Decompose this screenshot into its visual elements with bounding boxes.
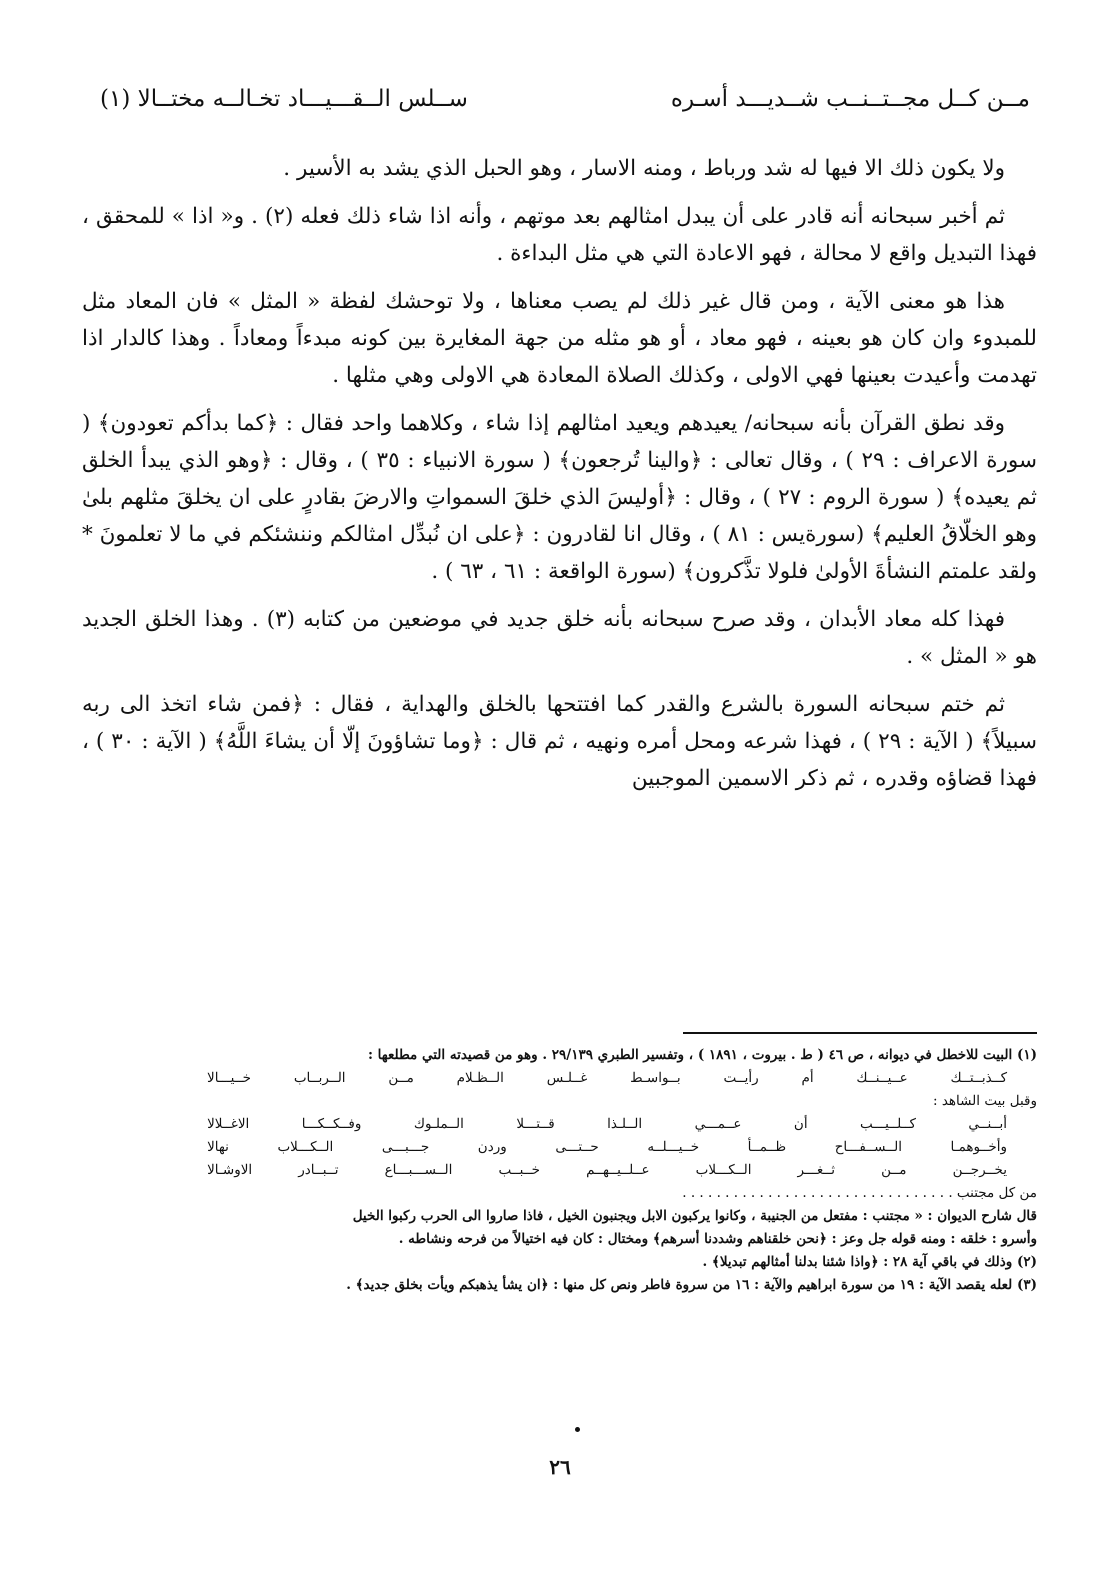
poem-word: الــربــاب [293,1070,346,1086]
poem-word: خــبــب [498,1162,540,1178]
poem-word: أن [793,1116,808,1132]
poem-word: الاغــلالا [207,1116,250,1132]
poem-word: ثــغـــر [797,1162,836,1178]
poem-word: وأخــوهمـا [950,1139,1007,1155]
poem-line-4 [82,1159,1037,1182]
main-text [82,150,1037,808]
poem-word: وردن [477,1139,507,1155]
poem-word: عــيــنــك [856,1070,908,1086]
poem-line-2 [82,1113,1037,1136]
poem-word: أبــنــي [968,1116,1007,1132]
poem-verse [100,86,1030,112]
poem-word: الاوشـالا [207,1162,253,1178]
poem-word: ظــمــأ [747,1139,787,1155]
paragraph-5: فهذا كله معاد الأبدان ، وقد صرح سبحانه بأنه خلق جديد في موضعين من كتابه (٣) . وهذا الخلق الجديد هو « المثل » . [82,607,1037,669]
poem-word: الــكـــلاب [695,1162,752,1178]
poem-word: قــتـــلا [516,1116,555,1132]
poem-line-1 [82,1067,1037,1090]
poem-word: عــمـــي [694,1116,742,1132]
poem-word: عــلــيــهــم [586,1162,650,1178]
poem-word: الــملـوك [413,1116,464,1132]
before-verse-label: وقبل بيت الشاهد : [932,1093,1037,1109]
paragraph-6: ثم ختم سبحانه السورة بالشرع والقدر كما افتتحها بالخلق والهداية ، فقال : ﴿فمن شاء اتخذ الى ربه سبيلاً﴾ ( الآية : ٢٩ ) ، فهذا شرعه ومحل أمره ونهيه ، ثم قال : ﴿وما تشاؤونَ إلّا أن يشاءَ اللَّهُ﴾ ( الآية : ٣٠ ) ، فهذا قضاؤه وقدره ، ثم ذكر الاسمين الموجبين [82,692,1037,791]
page-number: ٢٦ [549,1455,571,1479]
footnote-3: (٣) لعله يقصد الآية : ١٩ من سورة ابراهيم والآية : ١٦ من سروة فاطر ونص كل منها : ﴿ان يشأ يذهبكم ويأت بخلق جديد﴾ . [346,1277,1037,1293]
poem-word: مــن [388,1070,414,1086]
poem-word: أم [801,1070,814,1086]
poem-word: مــن [881,1162,907,1178]
poem-word: الــســفـــاح [834,1139,902,1155]
paragraph-3: هذا هو معنى الآية ، ومن قال غير ذلك لم يصب معناها ، ولا توحشك لفظة « المثل » فان المعاد مثل للمبدوء وان كان هو بعينه ، فهو معاد ، أو هو مثله من جهة المغايرة بين كونه مبدءاً ومعاداً . وهذا كالدار اذا تهدمت وأعيدت بعينها فهي الاولى ، وكذلك الصلاة المعادة هي الاولى وهي مثلها . [82,289,1037,388]
poem-word: الــظـلام [456,1070,504,1086]
verse-hemistich-right: مــن كــل مجــتــنــب شــديـــد أسـره [670,86,1030,112]
paragraph-1: ولا يكون ذلك الا فيها له شد ورباط ، ومنه الاسار ، وهو الحبل الذي يشد به الأسير . [283,156,1005,181]
commentary-line-2: وأسرو : خلقه : ومنه قوله جل وعز : ﴿نحن خلقناهم وشددنا أسرهم﴾ ومختال : كان فيه اختيالاً من فرحه ونشاطه . [398,1231,1037,1247]
ink-dot [575,1427,580,1432]
poem-word: خــيـــلــه [647,1139,700,1155]
poem-word: جـــبـــى [381,1139,430,1155]
footnote-2: (٢) وذلك في باقي آية ٢٨ : ﴿واذا شئنا بدلنا أمثالهم تبديلا﴾ . [702,1254,1037,1270]
poem-word: حــتـــى [555,1139,599,1155]
footnote-1-intro: (١) البيت للاخطل في ديوانه ، ص ٤٦ ( ط . بيروت ، ١٨٩١ ) ، وتفسير الطبري ٢٩/١٣٩ . وهو من قصيدته التي مطلعها : [367,1047,1037,1063]
poem-word: رأيــت [723,1070,759,1086]
poem-word: غــلـس [546,1070,588,1086]
poem-word: خــيـــالا [207,1070,252,1086]
poem-line-5: من كل مجتنب . . . . . . . . . . . . . . . . . . . . . . . . . . . . . . . . [682,1185,1037,1201]
paragraph-2: ثم أخبر سبحانه أنه قادر على أن يبدل امثالهم بعد موتهم ، وأنه اذا شاء ذلك فعله (٢) . و« اذا » للمحقق ، فهذا التبديل واقع لا محالة ، فهو الاعادة التي هي مثل البداءة . [82,204,1037,266]
footnotes [82,1044,1037,1297]
poem-word: بــواسـط [630,1070,681,1086]
poem-word: الــســـبـــاع [384,1162,453,1178]
footnote-divider [683,1032,1037,1034]
poem-line-3 [82,1136,1037,1159]
verse-hemistich-left: ســلس الــقـــيـــاد تخـالــه مختــالا (١) [100,86,468,112]
poem-word: يخــرجــن [952,1162,1007,1178]
poem-word: تــبــادر [298,1162,339,1178]
poem-word: كــلــيـــب [860,1116,916,1132]
poem-word: الــلـذا [607,1116,643,1132]
poem-word: الــكـــلاب [277,1139,334,1155]
poem-word: نهالا [207,1139,229,1155]
commentary-line-1: قال شارح الديوان : « مجتنب : مفتعل من الجنيبة ، وكانوا يركبون الابل ويجنبون الخيل ، فاذا صاروا الى الحرب ركبوا الخيل [352,1208,1037,1224]
poem-word: وفــكــكـــا [301,1116,362,1132]
poem-word: كــذبــتــك [950,1070,1007,1086]
paragraph-4: وقد نطق القرآن بأنه سبحانه/ يعيدهم ويعيد امثالهم إذا شاء ، وكلاهما واحد فقال : ﴿كما بدأكم تعودون﴾ ( سورة الاعراف : ٢٩ ) ، وقال تعالى : ﴿والينا تُرجعون﴾ ( سورة الانبياء : ٣٥ ) ، وقال : ﴿وهو الذي يبدأ الخلق ثم يعيده﴾ ( سورة الروم : ٢٧ ) ، وقال : ﴿أوليسَ الذي خلقَ السمواتِ والارضَ بقادرٍ على ان يخلقَ مثلهم بلىٰ وهو الخلّاقُ العليم﴾ (سورةيس : ٨١ ) ، وقال انا لقادرون : ﴿على ان نُبدِّل امثالكم وننشئكم في ما لا تعلمونَ * ولقد علمتم النشأةَ الأولىٰ فلولا تذَّكرون﴾ (سورة الواقعة : ٦١ ، ٦٣ ) . [82,411,1038,584]
